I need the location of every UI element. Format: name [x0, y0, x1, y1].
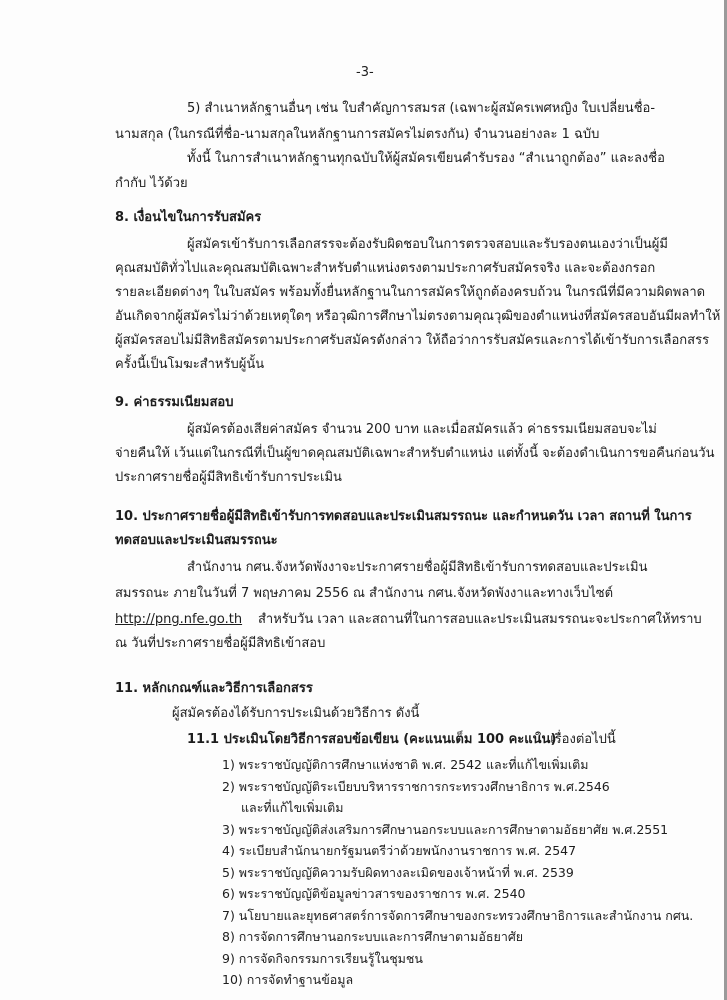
syllabus-item: 9) การจัดกิจกรรมการเรียนรู้ในชุมชน: [222, 951, 423, 966]
syllabus-item: 7) นโยบายและยุทธศาสตร์การจัดการศึกษาของกระทรวงศึกษาธิการและสำนักงาน กศน.: [222, 908, 694, 923]
section10-heading-cont: ทดสอบและประเมินสมรรถนะ: [115, 533, 278, 548]
section9-line: ผู้สมัครต้องเสียค่าสมัคร จำนวน 200 บาท และเมื่อสมัครแล้ว ค่าธรรมเนียมสอบจะไม่: [187, 422, 657, 437]
section8-line: คุณสมบัติทั่วไปและคุณสมบัติเฉพาะสำหรับตำแหน่งตรงตามประกาศรับสมัครจริง และจะต้องกรอก: [115, 261, 656, 276]
syllabus-item: 8) การจัดการศึกษานอกระบบและการศึกษาตามอัธยาศัย: [222, 929, 524, 944]
section10-line3: สำหรับวัน เวลา และสถานที่ในการสอบและประเมินสมรรถนะจะประกาศให้ทราบ: [258, 612, 702, 627]
section10-line1: สำนักงาน กศน.จังหวัดพังงาจะประกาศรายชื่อผู้มีสิทธิเข้ารับการทดสอบและประเมิน: [187, 560, 648, 575]
item5-line4: กำกับ ไว้ด้วย: [115, 176, 188, 191]
section11-sub-heading: 11.1 ประเมินโดยวิธีการสอบข้อเขียน (คะแนนเต็ม 100 คะแนน): [187, 732, 557, 747]
syllabus-item: 4) ระเบียบสำนักนายกรัฐมนตรีว่าด้วยพนักงานราชการ พ.ศ. 2547: [222, 843, 577, 858]
section8-line: ผู้สมัครเข้ารับการเลือกสรรจะต้องรับผิดชอบในการตรวจสอบและรับรองตนเองว่าเป็นผู้มี: [187, 237, 668, 252]
section8-line: ครั้งนี้เป็นโมฆะสำหรับผู้นั้น: [115, 357, 265, 372]
item5-line3: ทั้งนี้ ในการสำเนาหลักฐานทุกฉบับให้ผู้สมัครเขียนคำรับรอง “สำเนาถูกต้อง” และลงชื่อ: [187, 151, 665, 166]
section11-sub-heading-tail: ในเรื่องต่อไปนี้: [535, 732, 616, 747]
section10-heading: 10. ประกาศรายชื่อผู้มีสิทธิเข้ารับการทดสอบและประเมินสมรรถนะ และกำหนดวัน เวลา สถานที่ ในการ: [115, 509, 692, 524]
syllabus-item: และที่แก้ไขเพิ่มเติม: [241, 800, 344, 815]
section9-heading: 9. ค่าธรรมเนียมสอบ: [115, 395, 234, 410]
section9-line: ประกาศรายชื่อผู้มีสิทธิเข้ารับการประเมิน: [115, 470, 342, 485]
syllabus-item: 5) พระราชบัญญัติความรับผิดทางละเมิดของเจ้าหน้าที่ พ.ศ. 2539: [222, 865, 574, 880]
section11-intro: ผู้สมัครต้องได้รับการประเมินด้วยวิธีการ ดังนี้: [172, 706, 420, 721]
syllabus-item: 1) พระราชบัญญัติการศึกษาแห่งชาติ พ.ศ. 2542 และที่แก้ไขเพิ่มเติม: [222, 757, 589, 772]
section8-line: รายละเอียดต่างๆ ในใบสมัคร พร้อมทั้งยื่นหลักฐานในการสมัครให้ถูกต้องครบถ้วน ในกรณีที่มีความผิดพลาด: [115, 285, 706, 300]
section8-line: ผู้สมัครสอบไม่มีสิทธิสมัครตามประกาศรับสมัครดังกล่าว ให้ถือว่าการรับสมัครและการได้เข้ารับการเลือกสรร: [115, 333, 710, 348]
syllabus-item: 2) พระราชบัญญัติระเบียบบริหารราชการกระทรวงศึกษาธิการ พ.ศ.2546: [222, 779, 610, 794]
section9-line: จ่ายคืนให้ เว้นแต่ในกรณีที่เป็นผู้ขาดคุณสมบัติเฉพาะสำหรับตำแหน่ง แต่ทั้งนี้ จะต้องดำเนินการขอคืนก่อนวัน: [115, 446, 715, 461]
page-number: -3-: [356, 65, 374, 80]
syllabus-item: 3) พระราชบัญญัติส่งเสริมการศึกษานอกระบบและการศึกษาตามอัธยาศัย พ.ศ.2551: [222, 822, 669, 837]
item5-line2: นามสกุล (ในกรณีที่ชื่อ-นามสกุลในหลักฐานการสมัครไม่ตรงกัน) จำนวนอย่างละ 1 ฉบับ: [115, 127, 600, 142]
syllabus-item: 10) การจัดทำฐานข้อมูล: [222, 972, 354, 987]
website-link[interactable]: http://png.nfe.go.th: [115, 612, 243, 627]
section8-line: อันเกิดจากผู้สมัครไม่ว่าด้วยเหตุใดๆ หรือวุฒิการศึกษาไม่ตรงตามคุณวุฒิของตำแหน่งที่สมัครสอบอันมีผลทำให้: [115, 309, 721, 324]
syllabus-item: 6) พระราชบัญญัติข้อมูลข่าวสารของราชการ พ.ศ. 2540: [222, 886, 526, 901]
item5-line1: 5) สำเนาหลักฐานอื่นๆ เช่น ใบสำคัญการสมรส (เฉพาะผู้สมัครเพศหญิง ใบเปลี่ยนชื่อ-: [187, 101, 656, 116]
section10-line2: สมรรถนะ ภายในวันที่ 7 พฤษภาคม 2556 ณ สำนักงาน กศน.จังหวัดพังงาและทางเว็บไซต์: [115, 586, 614, 601]
section11-heading: 11. หลักเกณฑ์และวิธีการเลือกสรร: [115, 681, 313, 696]
section10-line4: ณ วันที่ประกาศรายชื่อผู้มีสิทธิเข้าสอบ: [115, 636, 326, 651]
section8-heading: 8. เงื่อนไขในการรับสมัคร: [115, 210, 262, 225]
